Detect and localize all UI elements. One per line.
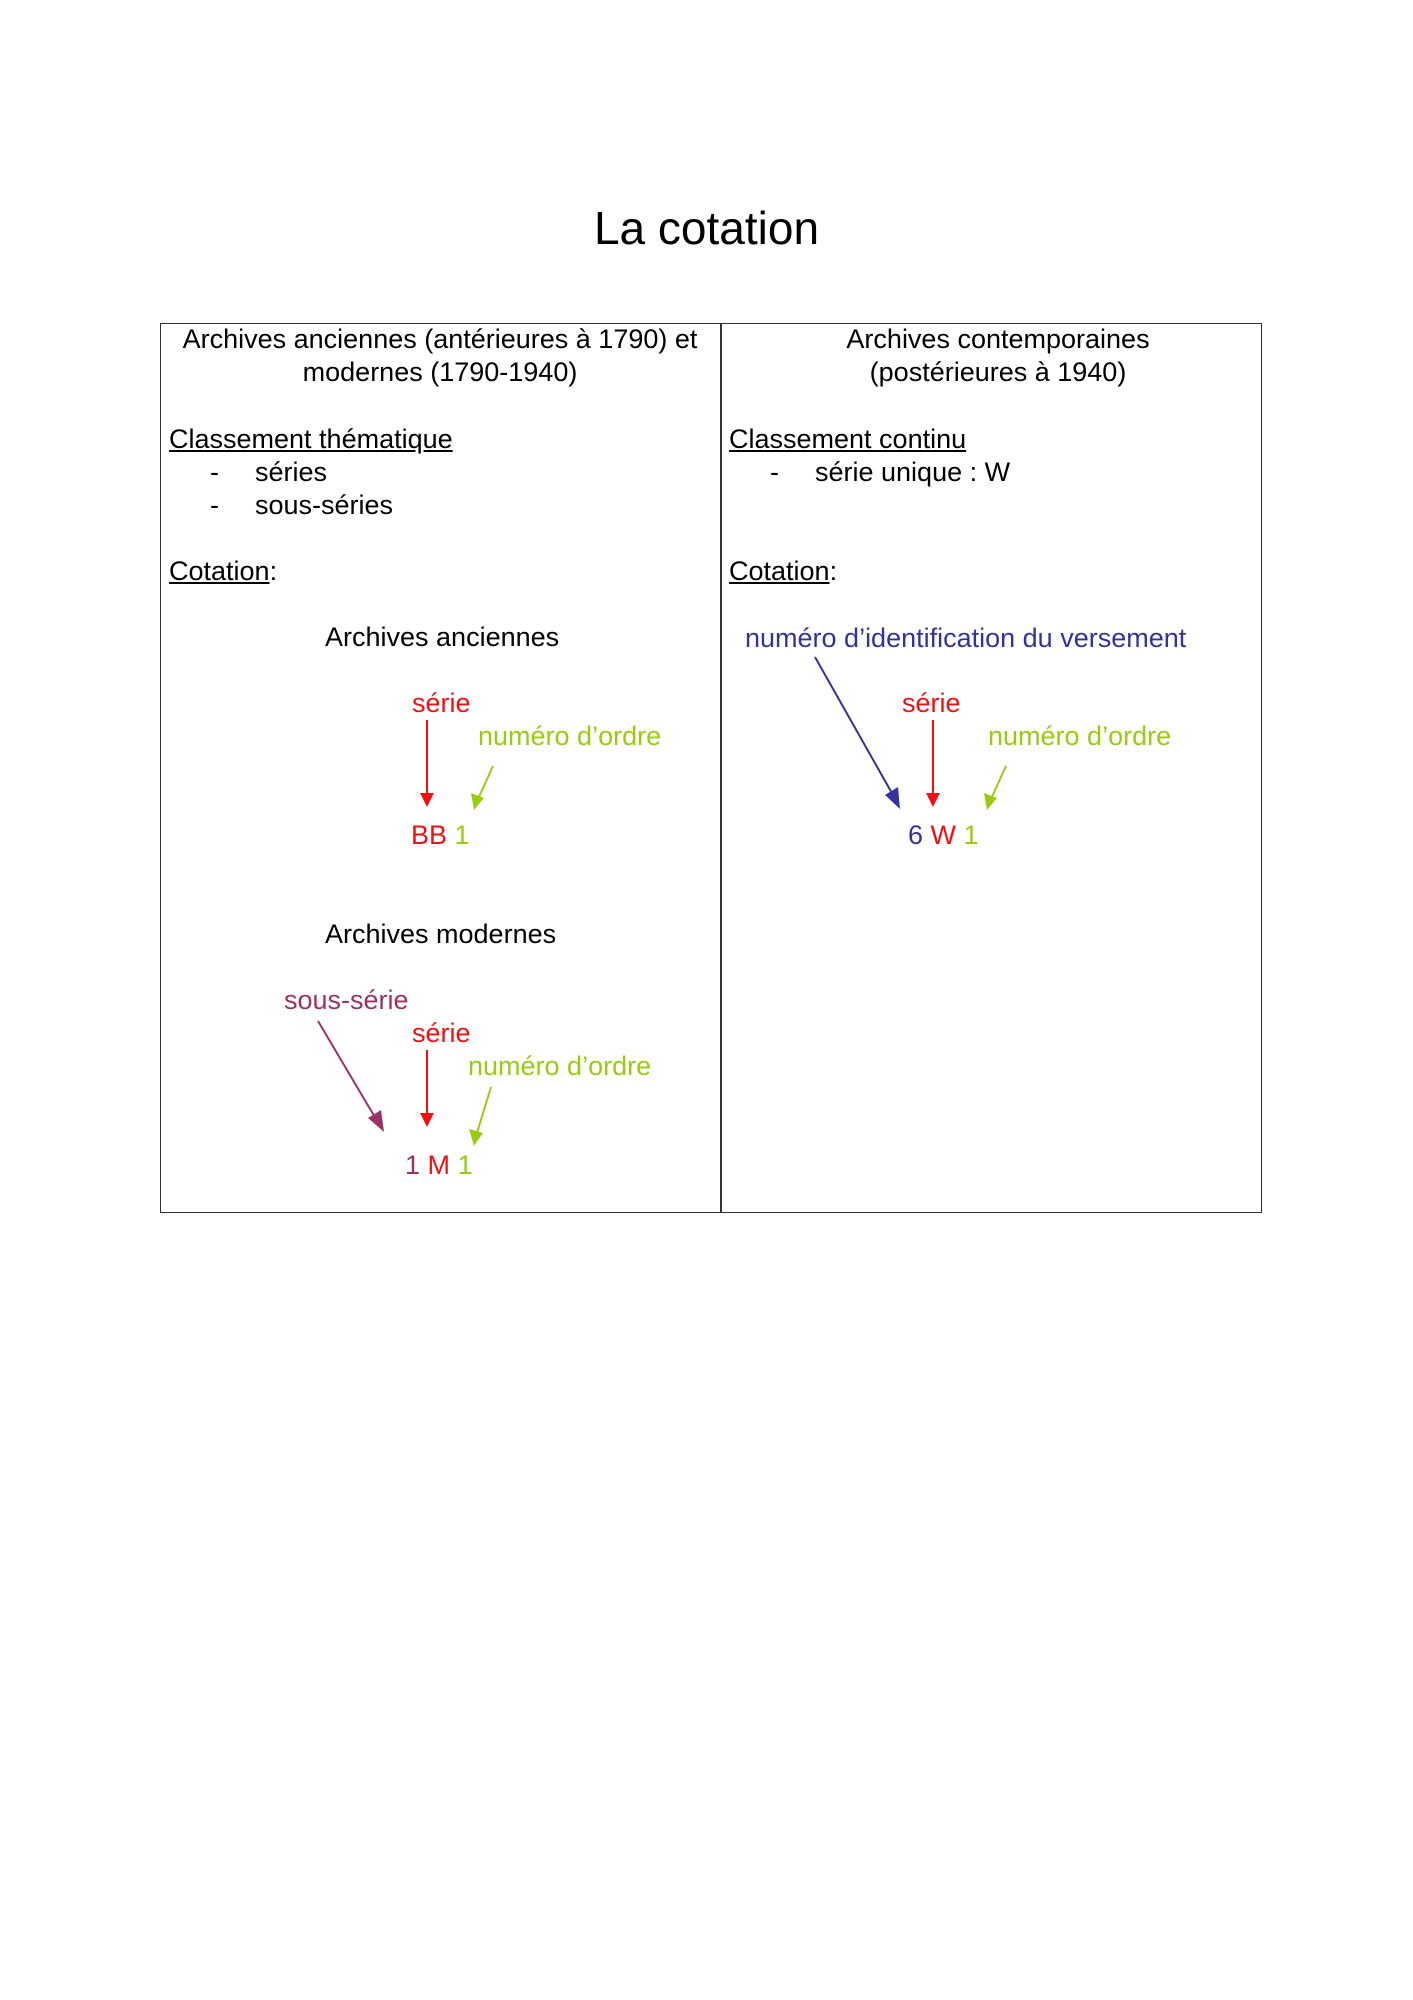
right-cotation-label: Cotation [729,556,830,586]
right-serie-label: série [902,688,961,718]
right-cotation [729,555,837,588]
right-code-ordre: 1 [963,820,979,850]
right-code [908,819,979,852]
right-classement [729,423,966,456]
anciennes-code-ordre: 1 [454,820,470,850]
left-bullet-2 [210,489,219,522]
left-bullet-1 [210,456,219,489]
right-code-serie: W [930,820,957,850]
right-heading [720,323,1276,389]
anciennes-code-serie: BB [411,820,448,850]
right-cotation-colon: : [829,556,838,586]
modernes-ordre-label: numéro d’ordre [468,1051,652,1081]
left-cotation-colon: : [269,556,278,586]
left-bullet-1-text: séries [255,457,328,487]
left-heading-line1: Archives anciennes (antérieures à 1790) et [182,324,698,354]
right-classement-label: Classement continu [729,424,967,454]
modernes-code-serie: M [427,1150,451,1180]
modernes-sous-serie-label: sous-série [284,985,409,1015]
versement-label: numéro d’identification du versement [745,623,1187,653]
right-heading-line2: (postérieures à 1940) [869,357,1127,387]
modernes-code-sous-serie: 1 [405,1150,421,1180]
column-divider [720,323,722,1213]
modernes-code-ordre: 1 [457,1150,473,1180]
modernes-serie-label: série [412,1018,471,1048]
bullet-dash: - [770,457,779,487]
left-cotation [169,555,277,588]
right-code-versement: 6 [908,820,924,850]
anciennes-code [411,819,470,852]
bullet-dash: - [210,490,219,520]
right-heading-line1: Archives contemporaines [846,324,1150,354]
anciennes-ordre-label: numéro d’ordre [478,721,662,751]
right-ordre-label: numéro d’ordre [988,721,1172,751]
modernes-code [405,1149,473,1182]
left-cotation-label: Cotation [169,556,270,586]
left-classement [169,423,453,456]
modernes-heading: Archives modernes [325,919,557,949]
left-heading-line2: modernes (1790-1940) [302,357,578,387]
anciennes-heading: Archives anciennes [325,622,560,652]
left-bullet-2-text: sous-séries [255,490,394,520]
right-bullet-1 [770,456,779,489]
anciennes-serie-label: série [412,688,471,718]
left-classement-label: Classement thématique [169,424,453,454]
right-bullet-1-text: série unique : W [815,457,1011,487]
bullet-dash: - [210,457,219,487]
page-title: La cotation [593,202,820,254]
left-heading [160,323,720,389]
